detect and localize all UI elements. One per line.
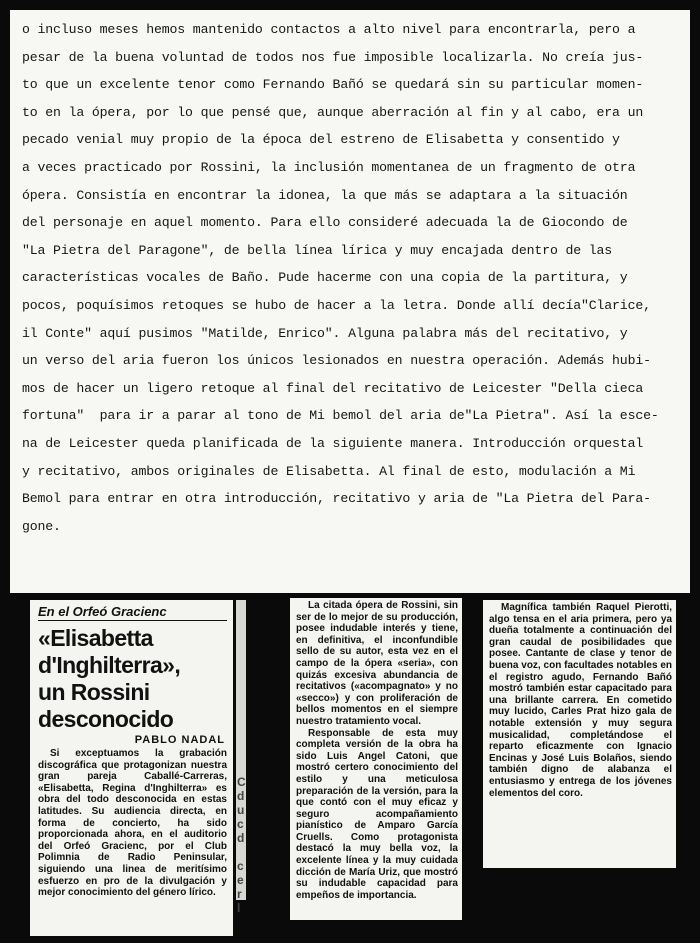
typescript-line: na de Leicester queda planificada de la siguiente manera. Introducción orquestal [22, 435, 644, 451]
headline-line: un Rossini [38, 679, 150, 705]
byline: PABLO NADAL [134, 734, 225, 746]
typescript-line: y recitativo, ambos originales de Elisabetta. Al final de esto, modulación a Mi [22, 463, 636, 479]
typescript-line: del personaje en aquel momento. Para ello consideré adecuada la de Giocondo de [22, 215, 628, 231]
section-title: En el Orfeó Gracienc [38, 604, 227, 621]
headline-line: d'Inghilterra», [38, 652, 181, 678]
typescript-line: fortuna" para ir a parar al tono de Mi bemol del aria de"La Pietra". Así la esce- [22, 408, 659, 424]
newspaper-clipping-cast [483, 600, 676, 868]
typescript-line: Bemol para entrar en otra introducción, recitativo y aria de "La Pietra del Para- [22, 491, 651, 507]
typescript-line: "La Pietra del Paragone", de bella línea lírica y muy encajada dentro de las [22, 242, 613, 258]
article-paragraph [38, 748, 227, 899]
typescript-line: un verso del aria fueron los únicos lesionados en nuestra operación. Además hubi- [22, 353, 651, 369]
newspaper-clipping-review [290, 598, 462, 920]
typescript-line: pecado venial muy propio de la época del estreno de Elisabetta y consentido y [22, 132, 620, 148]
typescript-line: ópera. Consistía en encontrar la idonea, la que más se adaptara a la situación [22, 187, 628, 203]
typescript-line: to que un excelente tenor como Fernando Bañó se quedará sin su particular momen- [22, 77, 644, 93]
typescript-line: características vocales de Baño. Pude hacerme con una copia de la partitura, y [22, 270, 628, 286]
article-paragraph [296, 600, 458, 728]
typescript-page [10, 10, 690, 593]
typescript-line: pesar de la buena voluntad de todos nos fue imposible localizarla. No creía jus- [22, 49, 644, 65]
newspaper-clipping-headline [30, 600, 233, 936]
strip-letters: C d u c d c e r l [237, 775, 246, 915]
article-paragraph [296, 728, 458, 902]
typescript-line: to en la ópera, por lo que pensé que, aunque aberración al fin y al cabo, era un [22, 104, 644, 120]
headline-line: desconocido [38, 706, 174, 732]
typescript-line: mos de hacer un ligero retoque al final del recitativo de Leicester "Della cieca [22, 380, 644, 396]
typescript-line: pocos, poquísimos retoques se hubo de hacer a la letra. Donde allí decía"Clarice, [22, 297, 651, 313]
typescript-line: o incluso meses hemos mantenido contactos a alto nivel para encontrarla, pero a [22, 22, 636, 37]
article-text: Responsable de esta muy completa versión de la obra ha sido Luis Angel Catoni, que mostró certero conocimiento del estilo y una meticulosa preparación de la versión, para la que contó con el muy eficaz y seguro acompañamiento pianístico de Amparo García Cruells. Como protagonista destacó la muy bella voz, la excelente línea y la muy cuidada dicción de María Uriz, que mostró su indudable capacidad para empeños de importancia. [296, 727, 458, 901]
typescript-line: gone. [22, 518, 61, 534]
article-text: Magnífica también Raquel Pierotti, algo tensa en el aria primera, pero ya dueña totalmente a continuación del gran caudal de posibilidades que posee. Cantante de clase y tenor de buena voz, con facultades notables en el registro agudo, Fernando Bañó mostró también estar capacitado para una brillante carrera. En cometido muy lucido, Carles Prat hizo gala de notable extensión y muy segura musicalidad, completándose el reparto eficazmente con Ignacio Encinas y José Luis Bolaños, siendo también digno de alabanza el entusiasmo y entrega de los jóvenes elementos del coro. [489, 602, 672, 799]
headline-line: «Elisabetta [38, 625, 153, 651]
article-paragraph [489, 602, 672, 799]
article-text: La citada ópera de Rossini, sin ser de lo mejor de su producción, posee indudable interés y tiene, en definitiva, el inconfundible sello de su autor, esta vez en el campo de la ópera «seria», con quizás excesiva abundancia de recitativos («acompagnato» y no «secco») y con proliferación de bellos momentos en el siempre nuestro tratamiento vocal. [296, 600, 458, 727]
article-text: Si exceptuamos la grabación discográfica que protagonizan nuestra gran pareja Caballé-Carreras, «Elisabetta, Regina d'Inghilterra» es obra del todo desconocida en estas latitudes. Su audiencia directa, en forma de concierto, ha sido proporcionada ahora, en el auditorio del Orfeó Gracienc, por el Club Polimnia de Radio Peninsular, siguiendo una linea de meritísimo esfuerzo en pro de la divulgación y mejor conocimiento del género lírico. [38, 748, 227, 899]
typescript-line: a veces practicado por Rossini, la inclusión momentanea de un fragmento de otra [22, 159, 636, 175]
typescript-line: il Conte" aquí pusimos "Matilde, Enrico". Alguna palabra más del recitativo, y [22, 325, 628, 341]
